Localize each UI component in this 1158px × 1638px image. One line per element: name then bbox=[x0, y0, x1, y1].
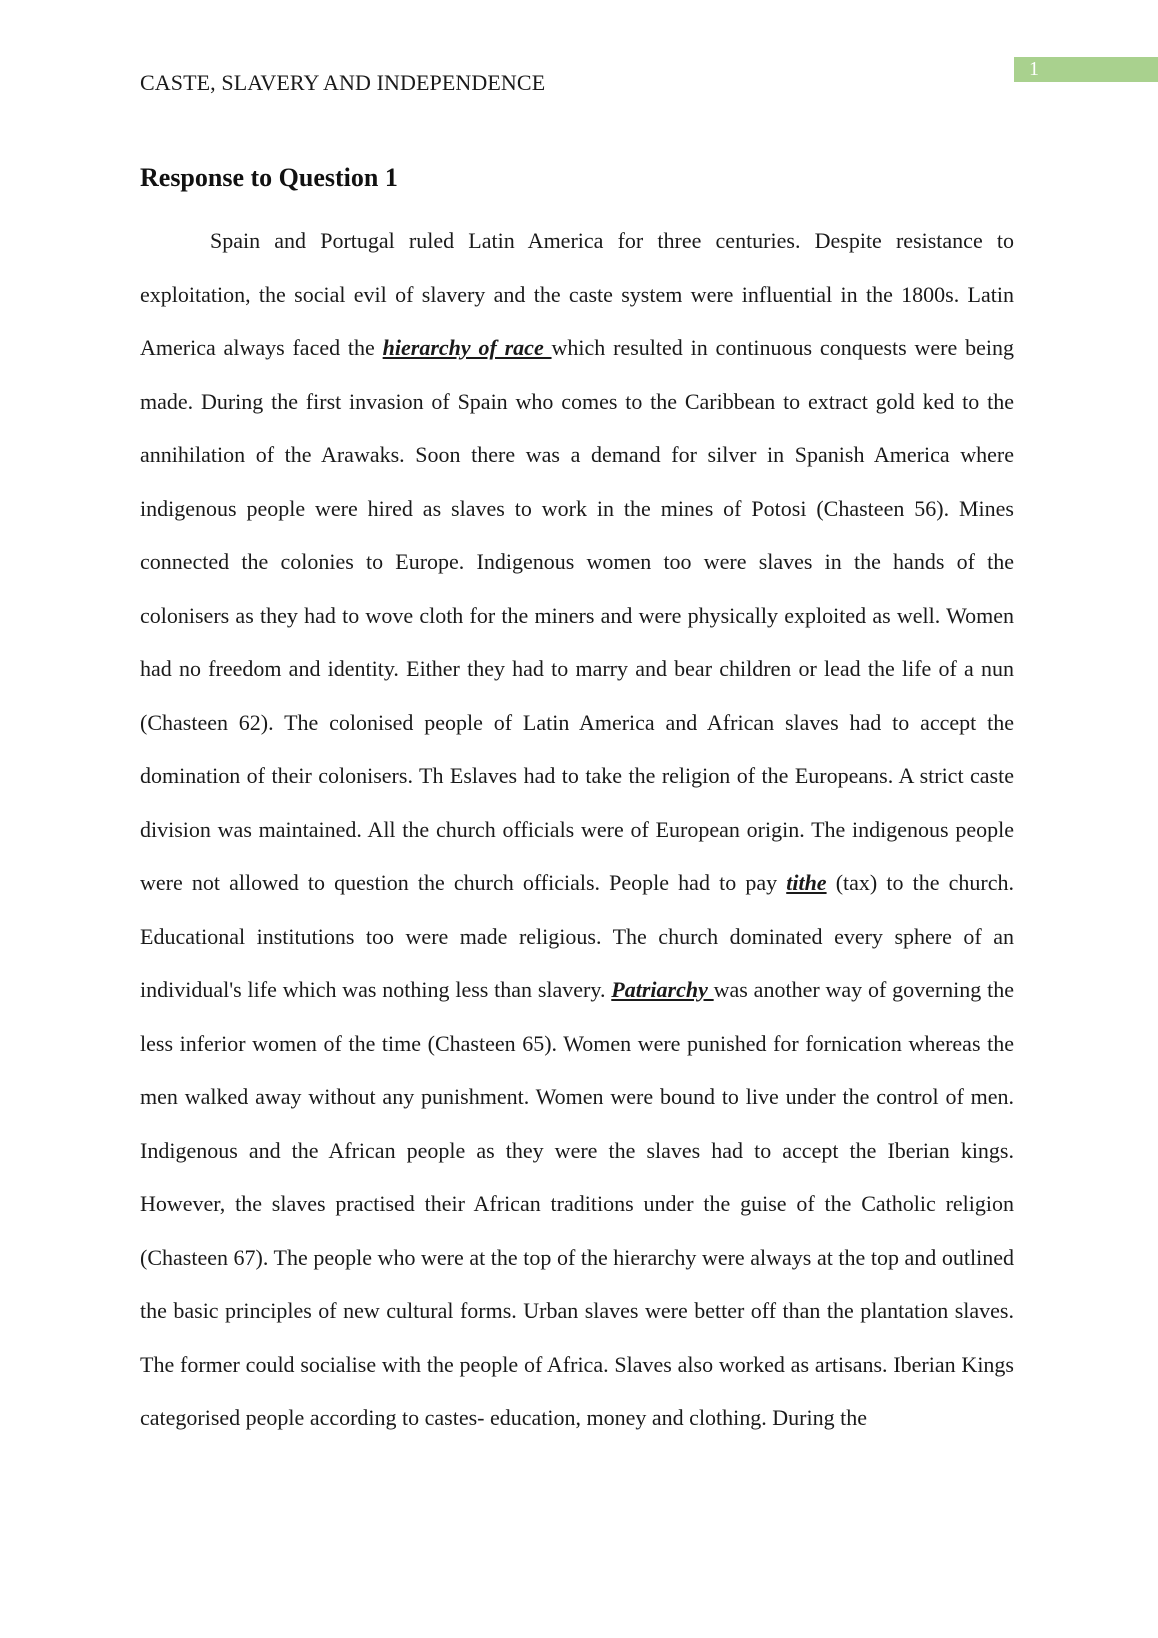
page-number-bar bbox=[1014, 57, 1158, 82]
page-number: 1 bbox=[1029, 58, 1039, 80]
paragraph-text: was another way of governing the less inferior women of the time (Chasteen 65). Women were punished for fornication whereas the men walked away without any punishment. Women were bound to live under the control of men. Indigenous and the African people as they were the slaves had to accept the Iberian kings. However, the slaves practised their African traditions under the guise of the Catholic religion (Chasteen 67). The people who were at the top of the hierarchy were always at the top and outlined the basic principles of new cultural forms. Urban slaves were better off than the plantation slaves. The former could socialise with the people of Africa. Slaves also worked as artisans. Iberian Kings categorised people according to castes- education, money and clothing. During the bbox=[140, 977, 1014, 1430]
term-hierarchy-of-race[interactable]: hierarchy of race bbox=[382, 335, 552, 360]
paragraph-text: (tax) to the church. Educational institutions too were made religious. The church dominated every sphere of an individual's life which was nothing less than slavery. bbox=[140, 870, 1014, 1002]
paragraph-text: Spain and Portugal ruled Latin America for three centuries. Despite resistance to exploitation, the social evil of slavery and the caste system were influential in the 1800s. Latin America always faced the bbox=[140, 228, 1014, 360]
body-paragraph bbox=[140, 214, 1014, 1445]
term-tithe[interactable]: tithe bbox=[786, 870, 827, 895]
running-head: CASTE, SLAVERY AND INDEPENDENCE bbox=[140, 70, 546, 95]
term-patriarchy[interactable]: Patriarchy bbox=[611, 977, 714, 1002]
paragraph-text: which resulted in continuous conquests were being made. During the first invasion of Spain who comes to the Caribbean to extract gold ked to the annihilation of the Arawaks. Soon there was a demand for silver in Spanish America where indigenous people were hired as slaves to work in the mines of Potosi (Chasteen 56). Mines connected the colonies to Europe. Indigenous women too were slaves in the hands of the colonisers as they had to wove cloth for the miners and were physically exploited as well. Women had no freedom and identity. Either they had to marry and bear children or lead the life of a nun (Chasteen 62). The colonised people of Latin America and African slaves had to accept the domination of their colonisers. Th Eslaves had to take the religion of the Europeans. A strict caste division was maintained. All the church officials were of European origin. The indigenous people were not allowed to question the church officials. People had to pay bbox=[140, 335, 1014, 895]
section-heading: Response to Question 1 bbox=[140, 163, 398, 192]
